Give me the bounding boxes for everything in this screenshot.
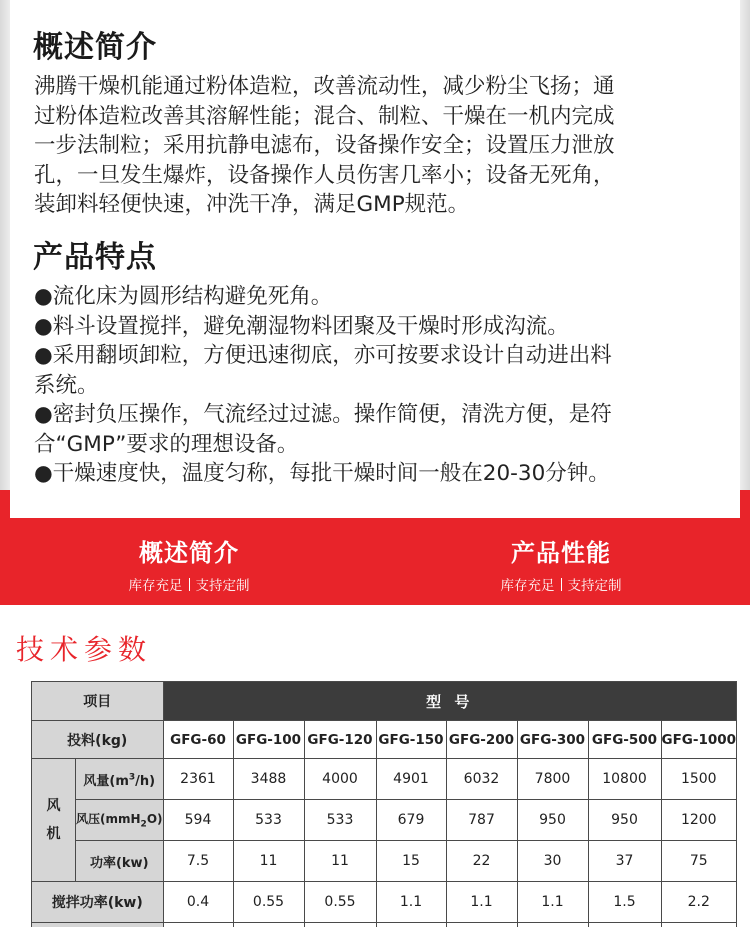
- value-cell: 11: [233, 841, 304, 882]
- feature-item: ●干燥速度快，温度匀称，每批干燥时间一般在20-30分钟。: [34, 461, 610, 486]
- model-cell: GFG-120: [304, 721, 376, 759]
- value-cell: 1200: [661, 800, 737, 841]
- content-card-bottom: [10, 490, 740, 518]
- value-cell: [376, 923, 446, 927]
- features-list: [34, 282, 724, 489]
- value-cell: [446, 923, 517, 927]
- air-pressure-label: 风压(mmH$_2$O): [76, 800, 164, 841]
- banner-performance[interactable]: [441, 533, 681, 594]
- overview-line: 一步法制粒；采用抗静电滤布，设备操作安全；设置压力泄放: [34, 133, 615, 158]
- banner-overview[interactable]: [69, 533, 309, 594]
- model-cell: GFG-60: [163, 721, 233, 759]
- value-cell: 22: [446, 841, 517, 882]
- value-cell: 679: [376, 800, 446, 841]
- value-cell: 4000: [304, 759, 376, 800]
- tech-params-title: 技术参数: [16, 633, 153, 666]
- feature-item: ●密封负压操作，气流经过过滤。操作简便，清洗方便，是符: [34, 402, 612, 427]
- features-title: 产品特点: [33, 240, 157, 275]
- model-header: 型 号: [163, 682, 737, 721]
- table-row-partial: [32, 923, 737, 927]
- model-cell: GFG-100: [233, 721, 304, 759]
- divider: [561, 578, 562, 591]
- bullet-icon: ●: [34, 284, 53, 309]
- model-cell: GFG-150: [376, 721, 446, 759]
- value-cell: [517, 923, 588, 927]
- value-cell: 7800: [517, 759, 588, 800]
- overview-line: 沸腾干燥机能通过粉体造粒，改善流动性，减少粉尘飞扬；通: [34, 74, 615, 99]
- feature-item-cont: 合“GMP”要求的理想设备。: [34, 431, 299, 457]
- bullet-icon: ●: [34, 313, 53, 339]
- value-cell: [588, 923, 661, 927]
- model-cell: GFG-1000: [661, 721, 737, 759]
- value-cell: 0.55: [304, 882, 376, 923]
- item-header: 项目: [32, 682, 164, 721]
- value-cell: 1500: [661, 759, 737, 800]
- air-volume-label: 风量$(m^3/h)$: [76, 759, 164, 800]
- banner-overview-sub: 库存充足 支持定制: [128, 578, 250, 594]
- banner-performance-sub: 库存充足 支持定制: [500, 578, 622, 594]
- spec-table: [31, 681, 737, 927]
- feature-item: ●流化床为圆形结构避免死角。: [34, 284, 333, 309]
- value-cell: 2361: [163, 759, 233, 800]
- value-cell: [163, 923, 233, 927]
- model-cell: GFG-200: [446, 721, 517, 759]
- value-cell: 7.5: [163, 841, 233, 882]
- feature-item-cont: 系统。: [34, 372, 99, 398]
- value-cell: 1.1: [517, 882, 588, 923]
- value-cell: 15: [376, 841, 446, 882]
- value-cell: 75: [661, 841, 737, 882]
- value-cell: 1.5: [588, 882, 661, 923]
- fan-label: 风 机: [32, 759, 76, 882]
- value-cell: 533: [233, 800, 304, 841]
- model-cell: GFG-300: [517, 721, 588, 759]
- power-label: 功率(kw): [76, 841, 164, 882]
- table-row: [32, 882, 737, 923]
- banner-overview-title: 概述简介: [139, 539, 239, 567]
- banner-performance-title: 产品性能: [511, 539, 611, 567]
- stir-power-label: 搅拌功率(kw): [32, 882, 164, 923]
- value-cell: 1.1: [446, 882, 517, 923]
- value-cell: 11: [304, 841, 376, 882]
- bullet-icon: ●: [34, 402, 53, 427]
- table-row: [32, 759, 737, 800]
- feature-item: ●料斗设置搅拌，避免潮湿物料团聚及干燥时形成沟流。: [34, 313, 569, 339]
- value-cell: 0.55: [233, 882, 304, 923]
- value-cell: 4901: [376, 759, 446, 800]
- value-cell: 10800: [588, 759, 661, 800]
- model-cell: GFG-500: [588, 721, 661, 759]
- value-cell: 950: [517, 800, 588, 841]
- value-cell: 3488: [233, 759, 304, 800]
- partial-label-cell: [32, 923, 164, 927]
- table-row: [32, 721, 737, 759]
- overview-line: 过粉体造粒改善其溶解性能；混合、制粒、干燥在一机内完成: [34, 103, 615, 129]
- divider: [189, 578, 190, 591]
- overview-line: 装卸料轻便快速，冲洗干净，满足GMP规范。: [34, 192, 470, 217]
- value-cell: 533: [304, 800, 376, 841]
- value-cell: 2.2: [661, 882, 737, 923]
- overview-line: 孔，一旦发生爆炸，设备操作人员伤害几率小；设备无死角，: [34, 162, 615, 188]
- overview-title: 概述简介: [33, 30, 157, 65]
- load-label: 投料(kg): [32, 721, 164, 759]
- table-row: [32, 841, 737, 882]
- value-cell: 37: [588, 841, 661, 882]
- value-cell: [233, 923, 304, 927]
- overview-text: [34, 72, 724, 220]
- value-cell: [661, 923, 737, 927]
- value-cell: [304, 923, 376, 927]
- value-cell: 950: [588, 800, 661, 841]
- bullet-icon: ●: [34, 461, 53, 486]
- table-row: [32, 800, 737, 841]
- value-cell: 594: [163, 800, 233, 841]
- value-cell: 6032: [446, 759, 517, 800]
- table-row: [32, 682, 737, 721]
- value-cell: 30: [517, 841, 588, 882]
- value-cell: 0.4: [163, 882, 233, 923]
- bullet-icon: ●: [34, 343, 53, 368]
- value-cell: 787: [446, 800, 517, 841]
- feature-item: ●采用翻顷卸粒，方便迅速彻底，亦可按要求设计自动进出料: [34, 343, 612, 368]
- value-cell: 1.1: [376, 882, 446, 923]
